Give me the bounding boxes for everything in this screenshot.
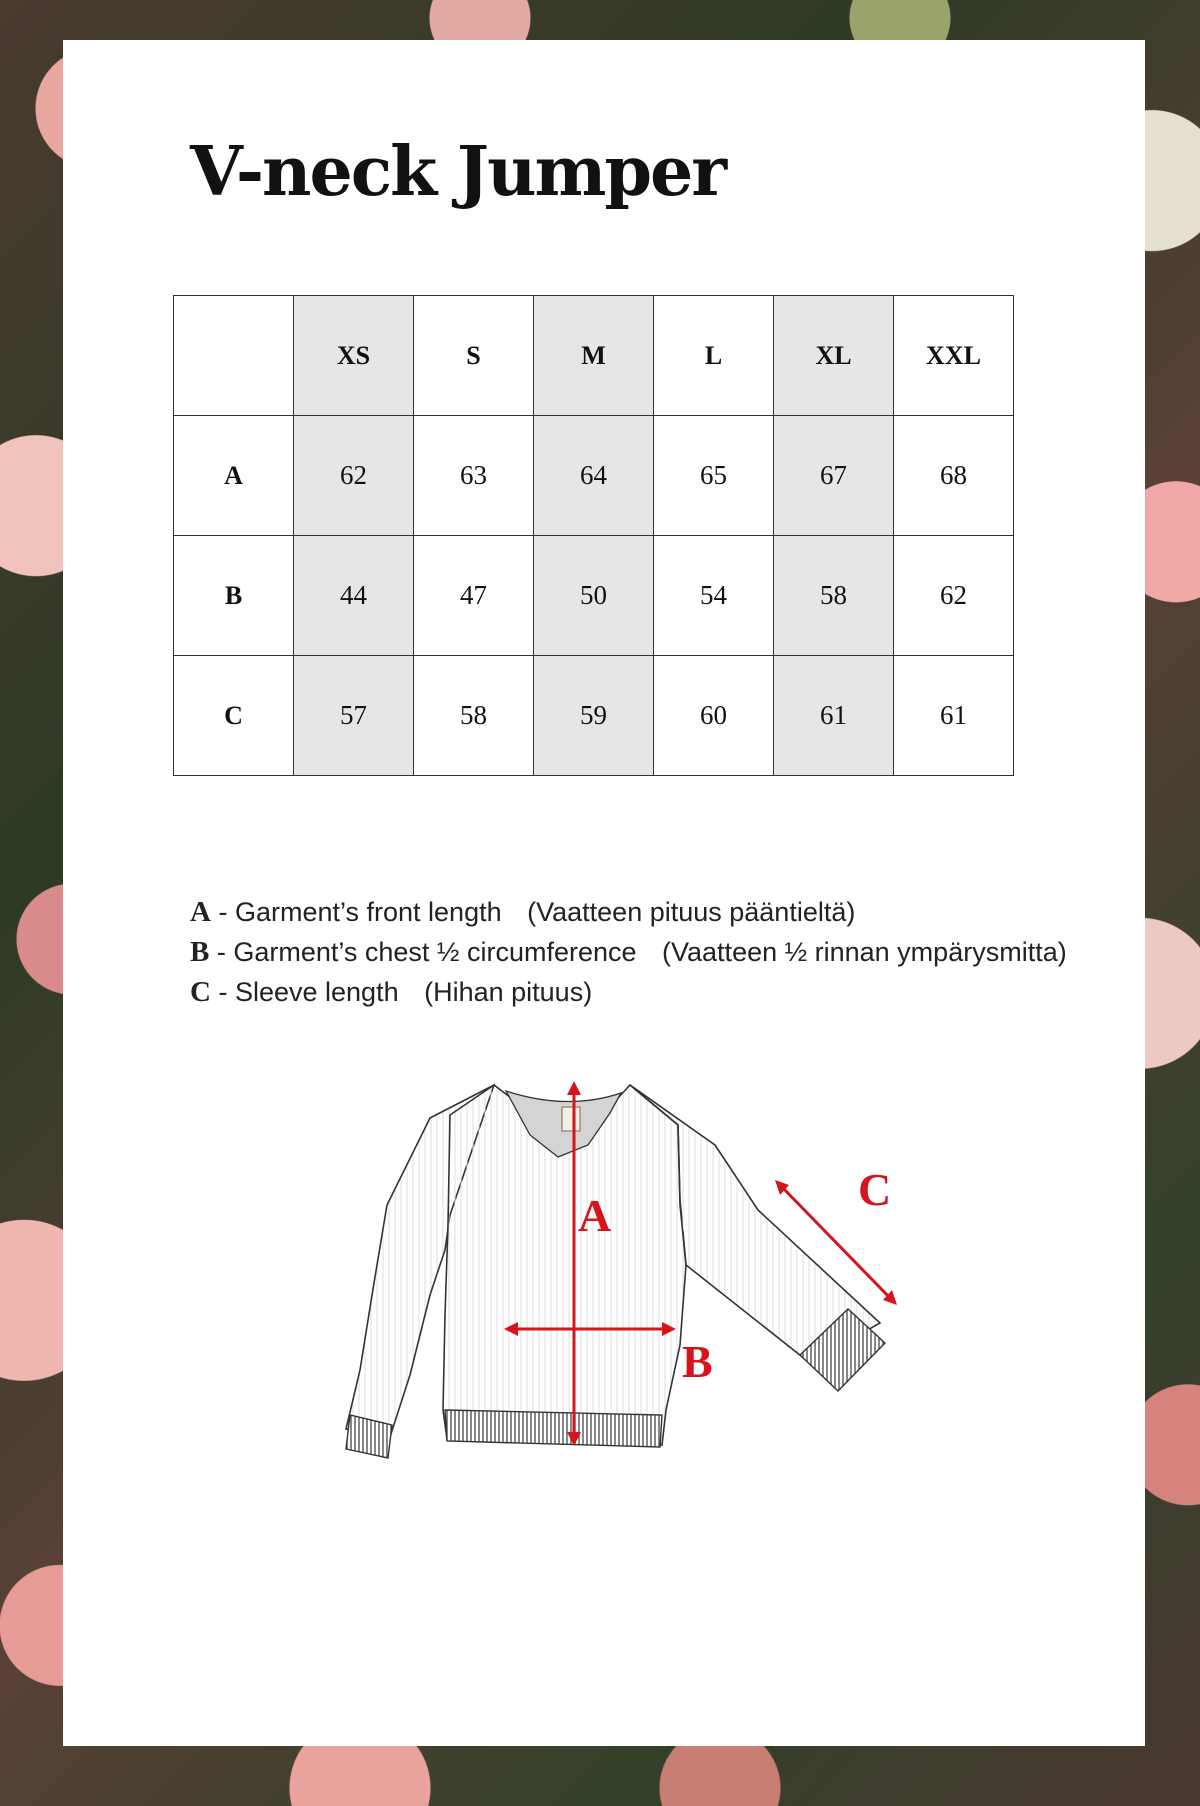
table-cell: 64 xyxy=(534,416,654,536)
table-cell: 58 xyxy=(414,656,534,776)
legend-key: B xyxy=(190,936,210,968)
neck-label xyxy=(562,1107,580,1131)
page-title: V-neck Jumper xyxy=(190,132,726,212)
hem-band xyxy=(445,1410,662,1447)
size-header-xs: XS xyxy=(294,296,414,416)
size-table xyxy=(173,295,1014,776)
row-label-c: C xyxy=(174,656,294,776)
legend-description: - Garment’s front length xyxy=(218,897,502,927)
size-header-m: M xyxy=(534,296,654,416)
legend-translation: (Vaatteen pituus pääntieltä) xyxy=(527,897,856,927)
size-header-s: S xyxy=(414,296,534,416)
jumper-measurement-diagram xyxy=(310,1075,1090,1665)
table-cell: 65 xyxy=(654,416,774,536)
table-cell: 62 xyxy=(894,536,1014,656)
measure-c-label: C xyxy=(858,1164,892,1215)
table-cell: 58 xyxy=(774,536,894,656)
table-cell: 63 xyxy=(414,416,534,536)
row-label-b: B xyxy=(174,536,294,656)
size-header-row xyxy=(174,296,1014,416)
legend-item-a xyxy=(190,892,1067,932)
corner-cell xyxy=(174,296,294,416)
legend-translation: (Hihan pituus) xyxy=(424,977,593,1007)
table-cell: 68 xyxy=(894,416,1014,536)
table-cell: 47 xyxy=(414,536,534,656)
size-header-xxl: XXL xyxy=(894,296,1014,416)
table-cell: 67 xyxy=(774,416,894,536)
arrow-head-icon xyxy=(567,1081,581,1095)
table-row xyxy=(174,536,1014,656)
size-header-l: L xyxy=(654,296,774,416)
legend-key: A xyxy=(190,896,211,928)
size-header-xl: XL xyxy=(774,296,894,416)
legend-item-b xyxy=(190,932,1067,972)
size-guide-card xyxy=(63,40,1145,1746)
table-cell: 62 xyxy=(294,416,414,536)
table-row xyxy=(174,656,1014,776)
legend-translation: (Vaatteen ½ rinnan ympärysmitta) xyxy=(662,937,1067,967)
table-row xyxy=(174,416,1014,536)
row-label-a: A xyxy=(174,416,294,536)
measurement-legend xyxy=(190,892,1067,1012)
legend-item-c xyxy=(190,972,1067,1012)
table-cell: 57 xyxy=(294,656,414,776)
table-cell: 61 xyxy=(774,656,894,776)
measure-a-label: A xyxy=(578,1190,612,1241)
table-cell: 60 xyxy=(654,656,774,776)
table-cell: 50 xyxy=(534,536,654,656)
table-cell: 61 xyxy=(894,656,1014,776)
table-cell: 54 xyxy=(654,536,774,656)
table-cell: 44 xyxy=(294,536,414,656)
legend-description: - Garment’s chest ½ circumference xyxy=(216,937,637,967)
legend-description: - Sleeve length xyxy=(218,977,399,1007)
measure-b-label: B xyxy=(682,1336,713,1387)
legend-key: C xyxy=(190,976,211,1008)
table-cell: 59 xyxy=(534,656,654,776)
